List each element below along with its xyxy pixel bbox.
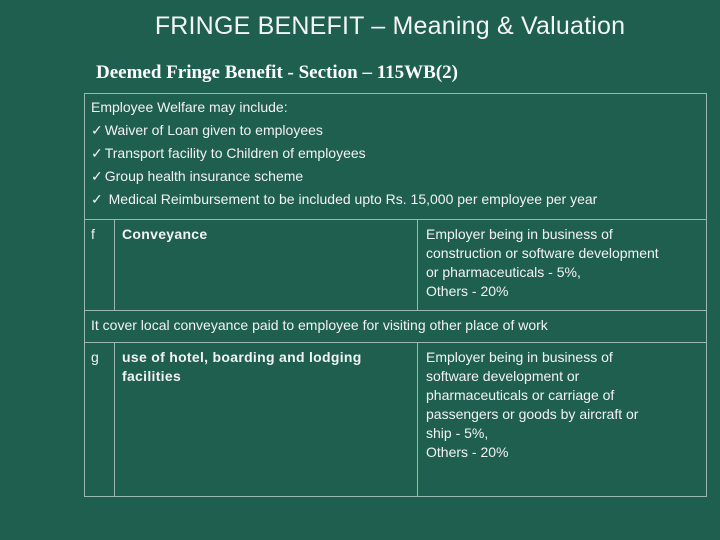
valuation-text: Employer being in business of construction or software development or pharmaceuticals - 5%, Others - 20% bbox=[426, 226, 659, 299]
welfare-item: ✓ Waiver of Loan given to employees bbox=[91, 122, 323, 138]
valuation-text: Employer being in business of software development or pharmaceuticals or carriage of passengers or goods by aircraft or ship - 5%, Others - 20% bbox=[426, 349, 639, 460]
hotel-row bbox=[85, 342, 706, 496]
benefit-name: use of hotel, boarding and lodging facilities bbox=[115, 343, 418, 496]
benefit-table bbox=[84, 93, 707, 497]
welfare-row bbox=[85, 94, 706, 219]
welfare-item: ✓ Transport facility to Children of employees bbox=[91, 145, 366, 161]
welfare-item: ✓ Group health insurance scheme bbox=[91, 168, 304, 184]
row-letter: g bbox=[85, 343, 115, 496]
check-icon: ✓ bbox=[91, 122, 103, 138]
check-icon: ✓ bbox=[91, 191, 103, 207]
check-icon: ✓ bbox=[91, 168, 103, 184]
welfare-item: ✓ Medical Reimbursement to be included upto Rs. 15,000 per employee per year bbox=[91, 191, 598, 207]
slide-subtitle: Deemed Fringe Benefit - Section – 115WB(2) bbox=[96, 62, 458, 83]
row-letter: f bbox=[85, 220, 115, 310]
welfare-list bbox=[85, 94, 603, 219]
check-icon: ✓ bbox=[91, 145, 103, 161]
benefit-name: Conveyance bbox=[115, 220, 418, 310]
welfare-heading: Employee Welfare may include: bbox=[91, 99, 288, 115]
conveyance-note: It cover local conveyance paid to employee for visiting other place of work bbox=[91, 317, 548, 333]
conveyance-note-row bbox=[85, 310, 706, 342]
slide-title: FRINGE BENEFIT – Meaning & Valuation bbox=[154, 12, 626, 40]
conveyance-row bbox=[85, 219, 706, 310]
